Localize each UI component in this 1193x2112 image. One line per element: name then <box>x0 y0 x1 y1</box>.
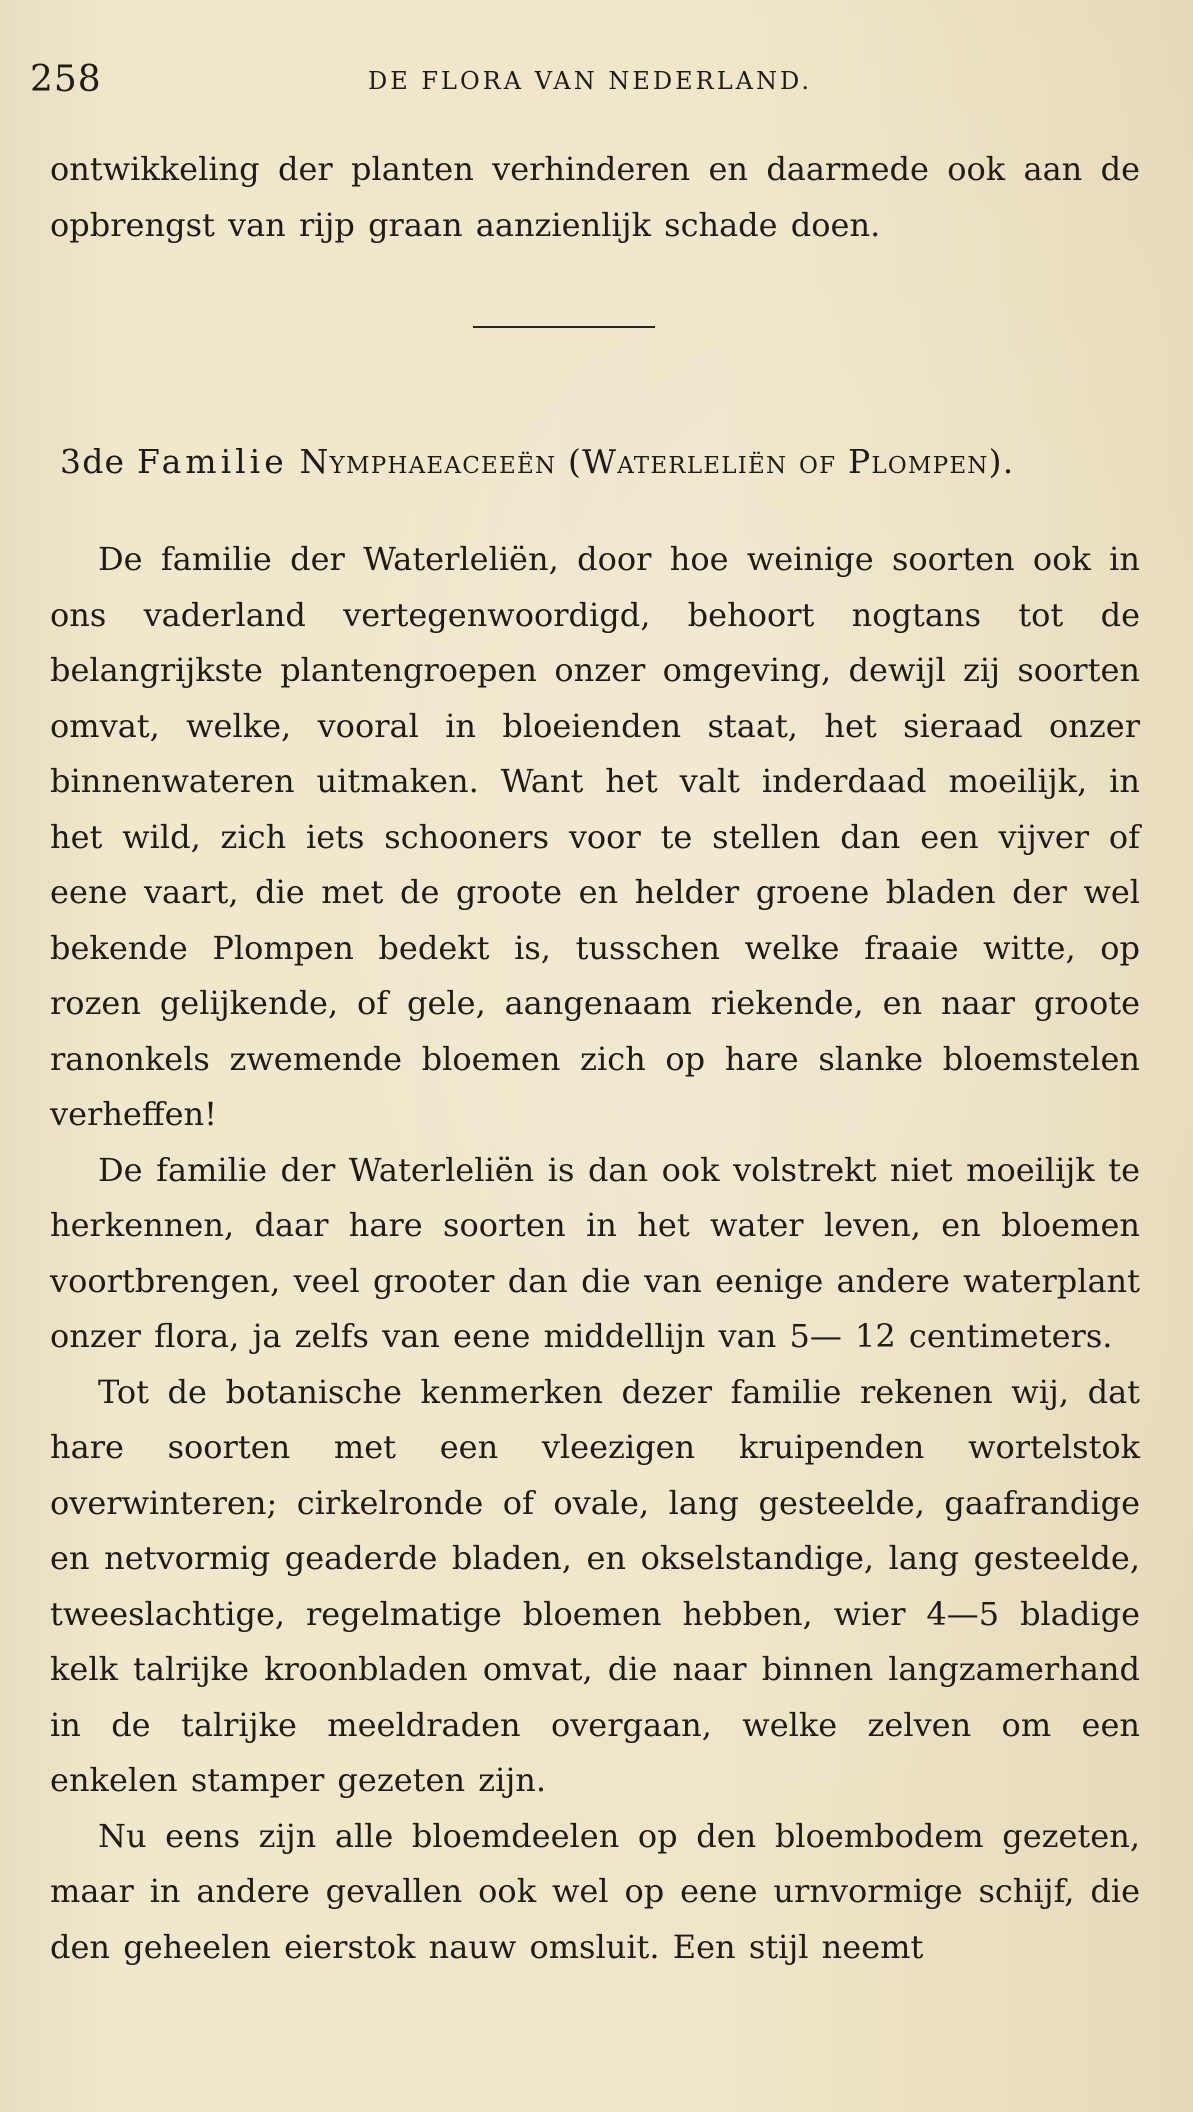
section-heading <box>60 440 1140 484</box>
opening-paragraph: ontwikkeling der planten verhinderen en daarmede ook aan de opbrengst van rijp graan aanzienlijk schade doen. <box>50 150 1140 244</box>
page-header <box>30 60 1150 100</box>
page-number: 258 <box>30 59 102 100</box>
running-title: DE FLORA VAN NEDERLAND. <box>368 67 812 95</box>
section-label: Familie <box>136 442 288 481</box>
paragraph: Nu eens zijn alle bloemdeelen op den bloembodem gezeten, maar in andere gevallen ook wel op eene urnvormige schijf, die den geheelen eierstok nauw omsluit. Een stijl neemt <box>50 1816 1140 1966</box>
section-number: 3de <box>60 442 126 481</box>
section-divider-rule <box>473 326 655 328</box>
paragraph: Tot de botanische kenmerken dezer familie rekenen wij, dat hare soorten met een vleezigen kruipenden wortelstok overwinteren; cirkelronde of ovale, lang gesteelde, gaafrandige en netvormig geaderde bladen, en okselstandige, lang gesteelde, tweeslachtige, regelmatige bloemen hebben, wier 4—5 bladige kelk talrijke kroonbladen omvat, die naar binnen langzamerhand in de talrijke meeldraden overgaan, welke zelven om een enkelen stamper gezeten zijn. <box>50 1372 1140 1799</box>
opening-text <box>50 142 1140 253</box>
family-subtitle: (Waterleliën of Plompen). <box>568 442 1015 481</box>
main-text <box>50 532 1140 1975</box>
paragraph: De familie der Waterleliën, door hoe weinige soorten ook in ons vaderland vertegenwoordigd, behoort nogtans tot de belangrijkste plantengroepen onzer omgeving, dewijl zij soorten omvat, welke, vooral in bloeienden staat, het sieraad onzer binnenwateren uitmaken. Want het valt inderdaad moeilijk, in het wild, zich iets schooners voor te stellen dan een vijver of eene vaart, die met de groote en helder groene bladen der wel bekende Plompen bedekt is, tusschen welke fraaie witte, op rozen gelijkende, of gele, aangenaam riekende, en naar groote ranonkels zwemende bloemen zich op hare slanke bloemstelen verheffen! <box>50 540 1140 1133</box>
paragraph: De familie der Waterleliën is dan ook volstrekt niet moeilijk te herkennen, daar hare soorten in het water leven, en bloemen voortbrengen, veel grooter dan die van eenige andere waterplant onzer flora, ja zelfs van eene middellijn van 5— 12 centimeters. <box>50 1150 1140 1355</box>
family-name: Nymphaeaceeën <box>299 442 557 481</box>
